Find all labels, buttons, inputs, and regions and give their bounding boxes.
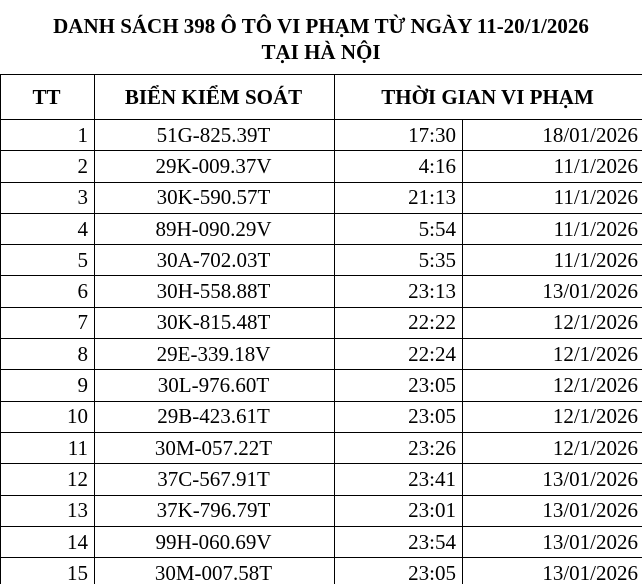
table-row (1, 558, 642, 584)
violation-time: 17:30 (335, 120, 463, 151)
violation-time: 23:26 (335, 432, 463, 463)
violation-time: 23:05 (335, 370, 463, 401)
table-row (1, 370, 642, 401)
table-row (1, 307, 642, 338)
license-plate: 30L-976.60T (95, 370, 335, 401)
violation-time: 5:35 (335, 245, 463, 276)
violation-date: 11/1/2026 (463, 182, 642, 213)
license-plate: 89H-090.29V (95, 213, 335, 244)
violation-time: 5:54 (335, 213, 463, 244)
license-plate: 29B-423.61T (95, 401, 335, 432)
violation-date: 12/1/2026 (463, 370, 642, 401)
license-plate: 37K-796.79T (95, 495, 335, 526)
license-plate: 30K-815.48T (95, 307, 335, 338)
row-number: 6 (1, 276, 95, 307)
row-number: 12 (1, 464, 95, 495)
violation-date: 13/01/2026 (463, 464, 642, 495)
table-row (1, 182, 642, 213)
license-plate: 29E-339.18V (95, 339, 335, 370)
document-title (0, 0, 642, 74)
violation-date: 13/01/2026 (463, 276, 642, 307)
violation-time: 4:16 (335, 151, 463, 182)
license-plate: 30H-558.88T (95, 276, 335, 307)
title-line-2: TẠI HÀ NỘI (261, 40, 381, 64)
table-body (1, 120, 642, 584)
violation-date: 12/1/2026 (463, 432, 642, 463)
table-row (1, 151, 642, 182)
table-row (1, 120, 642, 151)
license-plate: 29K-009.37V (95, 151, 335, 182)
license-plate: 51G-825.39T (95, 120, 335, 151)
row-number: 3 (1, 182, 95, 213)
table-header-row (1, 75, 642, 120)
row-number: 7 (1, 307, 95, 338)
license-plate: 30K-590.57T (95, 182, 335, 213)
table-row (1, 464, 642, 495)
violation-time: 22:22 (335, 307, 463, 338)
license-plate: 30M-007.58T (95, 558, 335, 584)
violation-date: 11/1/2026 (463, 151, 642, 182)
row-number: 8 (1, 339, 95, 370)
violation-date: 12/1/2026 (463, 307, 642, 338)
violation-time: 23:13 (335, 276, 463, 307)
table-row (1, 401, 642, 432)
violation-date: 13/01/2026 (463, 558, 642, 584)
violation-time: 23:05 (335, 558, 463, 584)
violation-time: 22:24 (335, 339, 463, 370)
violations-table (0, 74, 642, 584)
row-number: 11 (1, 432, 95, 463)
row-number: 14 (1, 526, 95, 557)
table-row (1, 432, 642, 463)
violation-date: 12/1/2026 (463, 339, 642, 370)
table-row (1, 213, 642, 244)
violation-date: 11/1/2026 (463, 213, 642, 244)
row-number: 15 (1, 558, 95, 584)
header-time: THỜI GIAN VI PHẠM (335, 75, 642, 120)
violation-date: 18/01/2026 (463, 120, 642, 151)
violation-time: 23:41 (335, 464, 463, 495)
row-number: 1 (1, 120, 95, 151)
license-plate: 99H-060.69V (95, 526, 335, 557)
table-row (1, 245, 642, 276)
violation-date: 13/01/2026 (463, 495, 642, 526)
row-number: 9 (1, 370, 95, 401)
violation-date: 11/1/2026 (463, 245, 642, 276)
row-number: 13 (1, 495, 95, 526)
row-number: 10 (1, 401, 95, 432)
table-row (1, 526, 642, 557)
table-row (1, 339, 642, 370)
row-number: 2 (1, 151, 95, 182)
violation-time: 23:05 (335, 401, 463, 432)
violation-time: 23:01 (335, 495, 463, 526)
license-plate: 37C-567.91T (95, 464, 335, 495)
title-line-1: DANH SÁCH 398 Ô TÔ VI PHẠM TỪ NGÀY 11-20/1/2026 (53, 14, 589, 38)
header-plate: BIỂN KIỂM SOÁT (95, 75, 335, 120)
license-plate: 30M-057.22T (95, 432, 335, 463)
violation-time: 21:13 (335, 182, 463, 213)
header-tt: TT (1, 75, 95, 120)
row-number: 4 (1, 213, 95, 244)
table-row (1, 276, 642, 307)
table-row (1, 495, 642, 526)
license-plate: 30A-702.03T (95, 245, 335, 276)
violation-date: 13/01/2026 (463, 526, 642, 557)
violation-time: 23:54 (335, 526, 463, 557)
row-number: 5 (1, 245, 95, 276)
violation-date: 12/1/2026 (463, 401, 642, 432)
